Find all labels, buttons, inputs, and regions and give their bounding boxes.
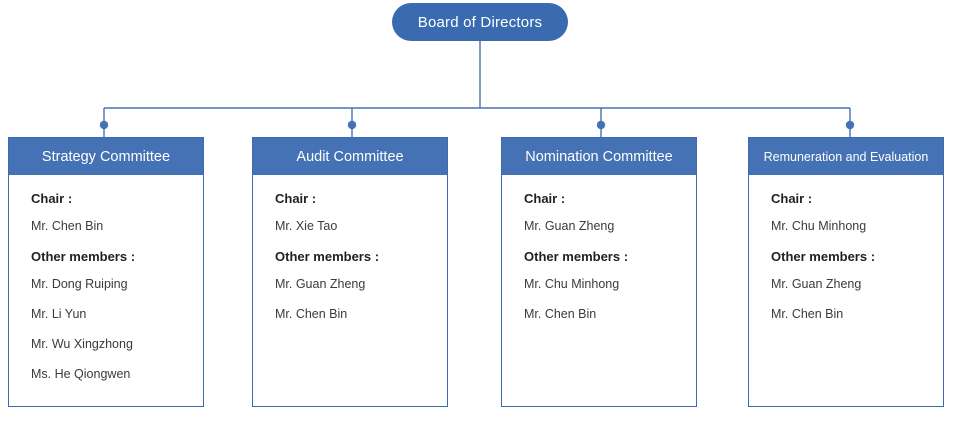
committee-body — [749, 175, 943, 321]
member-name: Mr. Li Yun — [31, 307, 87, 321]
committee-card-remuneration[interactable] — [748, 137, 944, 407]
chair-name: Mr. Chen Bin — [31, 219, 104, 233]
members-label: Other members : — [31, 249, 136, 264]
committee-card-audit[interactable] — [252, 137, 448, 407]
committee-title: Strategy Committee — [9, 138, 203, 175]
chair-name: Mr. Xie Tao — [275, 219, 338, 233]
chair-label: Chair : — [771, 191, 813, 206]
member-name: Mr. Chen Bin — [275, 307, 348, 321]
member-name: Mr. Chen Bin — [524, 307, 597, 321]
chair-label: Chair : — [275, 191, 317, 206]
member-name: Mr. Guan Zheng — [771, 277, 862, 291]
member-name: Mr. Guan Zheng — [275, 277, 366, 291]
members-label: Other members : — [524, 249, 629, 264]
committee-title: Remuneration and Evaluation — [749, 138, 943, 175]
member-name: Mr. Dong Ruiping — [31, 277, 128, 291]
committee-card-strategy[interactable] — [8, 137, 204, 407]
committee-body — [253, 175, 447, 321]
chair-label: Chair : — [31, 191, 73, 206]
chair-label: Chair : — [524, 191, 566, 206]
root-node-board-of-directors[interactable] — [392, 3, 568, 41]
committee-card-nomination[interactable] — [501, 137, 697, 407]
members-label: Other members : — [275, 249, 380, 264]
committee-title: Audit Committee — [253, 138, 447, 175]
committee-body — [9, 175, 203, 381]
member-name: Mr. Chen Bin — [771, 307, 844, 321]
chair-name: Mr. Guan Zheng — [524, 219, 615, 233]
members-label: Other members : — [771, 249, 876, 264]
committee-body — [502, 175, 696, 321]
member-name: Mr. Wu Xingzhong — [31, 337, 133, 351]
member-name: Ms. He Qiongwen — [31, 367, 131, 381]
committee-title: Nomination Committee — [502, 138, 696, 175]
root-node-label: Board of Directors — [417, 13, 543, 31]
member-name: Mr. Chu Minhong — [524, 277, 620, 291]
chair-name: Mr. Chu Minhong — [771, 219, 867, 233]
